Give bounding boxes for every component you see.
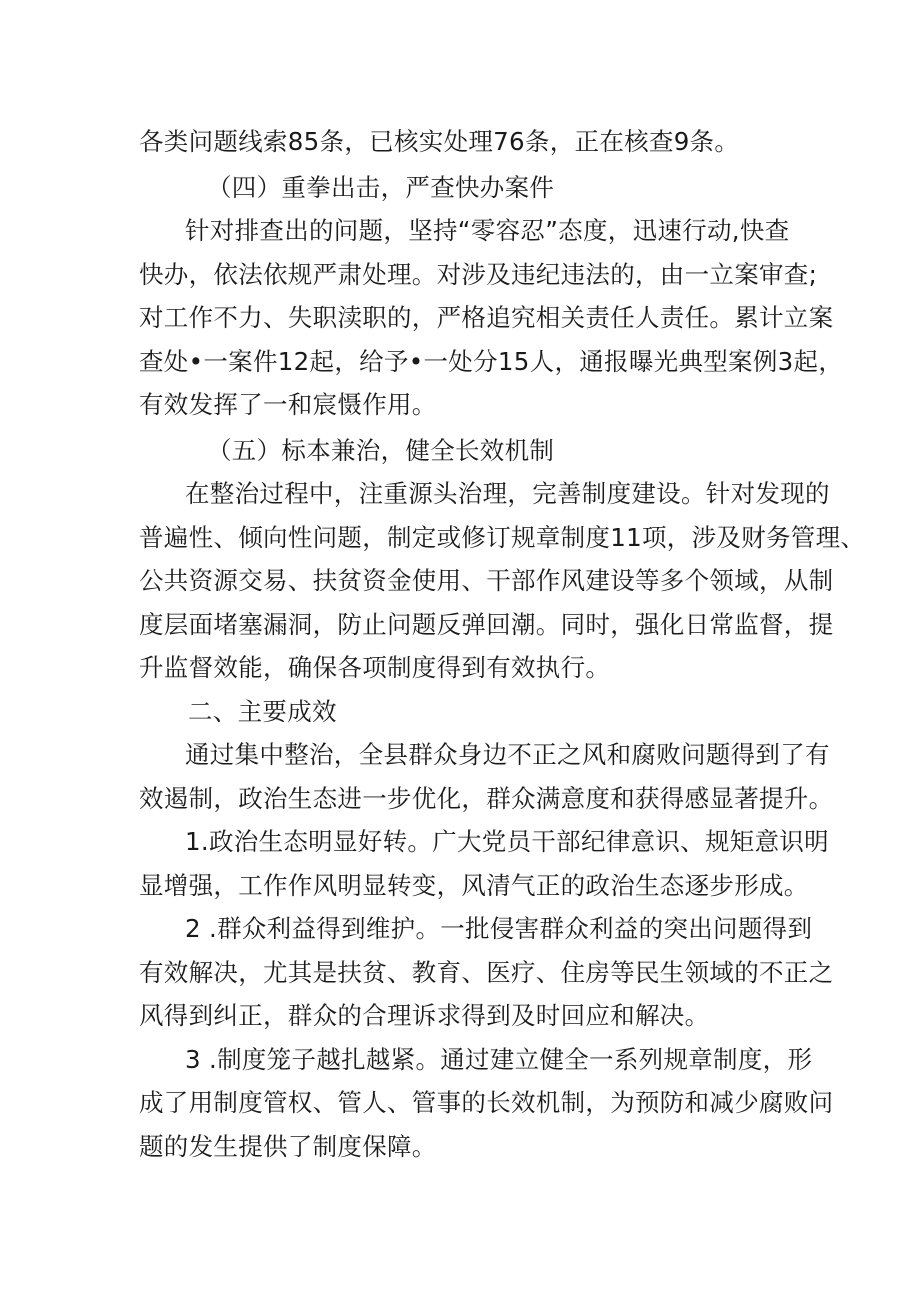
body-line: 普遍性、倾向性问题，制定或修订规章制度11项，涉及财务管理、 <box>139 523 866 552</box>
section-heading-5: （五）标本兼治，健全长效机制 <box>207 436 555 465</box>
section-heading-4: （四）重拳出击，严查快办案件 <box>207 173 555 202</box>
body-line: 有效发挥了一和宸慑作用。 <box>139 390 437 419</box>
body-line: 升监督效能，确保各项制度得到有效执行。 <box>139 653 611 682</box>
body-line: 度层面堵塞漏洞，防止问题反弹回潮。同时，强化日常监督，提 <box>139 610 834 639</box>
body-line: 各类问题线索85条，已核实处理76条，正在核查9条。 <box>139 127 740 156</box>
body-line: 针对排查出的问题，坚持“零容忍”态度，迅速行动,快查 <box>185 216 790 245</box>
body-line: 有效解决，尤其是扶贫、教育、医疗、住房等民生领域的不正之 <box>139 958 834 987</box>
body-line: 通过集中整治，全县群众身边不正之风和腐败问题得到了有 <box>185 740 830 769</box>
section-heading-2: 二、主要成效 <box>188 697 337 726</box>
body-line: 效遏制，政治生态进一步优化，群众满意度和获得感显著提升。 <box>139 784 834 813</box>
body-line: 风得到纠正，群众的合理诉求得到及时回应和解决。 <box>139 1001 710 1030</box>
body-line: 在整治过程中，注重源头治理，完善制度建设。针对发现的 <box>185 479 830 508</box>
body-line: 题的发生提供了制度保障。 <box>139 1132 437 1161</box>
body-line: 查处•一案件12起，给予•一处分15人，通报曝光典型案例3起， <box>139 347 844 376</box>
list-item-1: 1.政治生态明显好转。广大党员干部纪律意识、规矩意识明 <box>185 827 829 856</box>
body-line: 对工作不力、失职渎职的，严格追究相关责任人责任。累计立案 <box>139 303 834 332</box>
body-line: 快办，依法依规严肃处理。对涉及违纪违法的，由一立案审查; <box>139 260 818 289</box>
body-line: 公共资源交易、扶贫资金使用、干部作风建设等多个领域，从制 <box>139 566 834 595</box>
body-line: 成了用制度管权、管人、管事的长效机制，为预防和减少腐败问 <box>139 1088 834 1117</box>
list-item-3: 3 .制度笼子越扎越紧。通过建立健全一系列规章制度，形 <box>185 1045 813 1074</box>
list-item-2: 2 .群众利益得到维护。一批侵害群众利益的突出问题得到 <box>185 914 813 943</box>
body-line: 显增强，工作作风明显转变，风清气正的政治生态逐步形成。 <box>139 871 809 900</box>
